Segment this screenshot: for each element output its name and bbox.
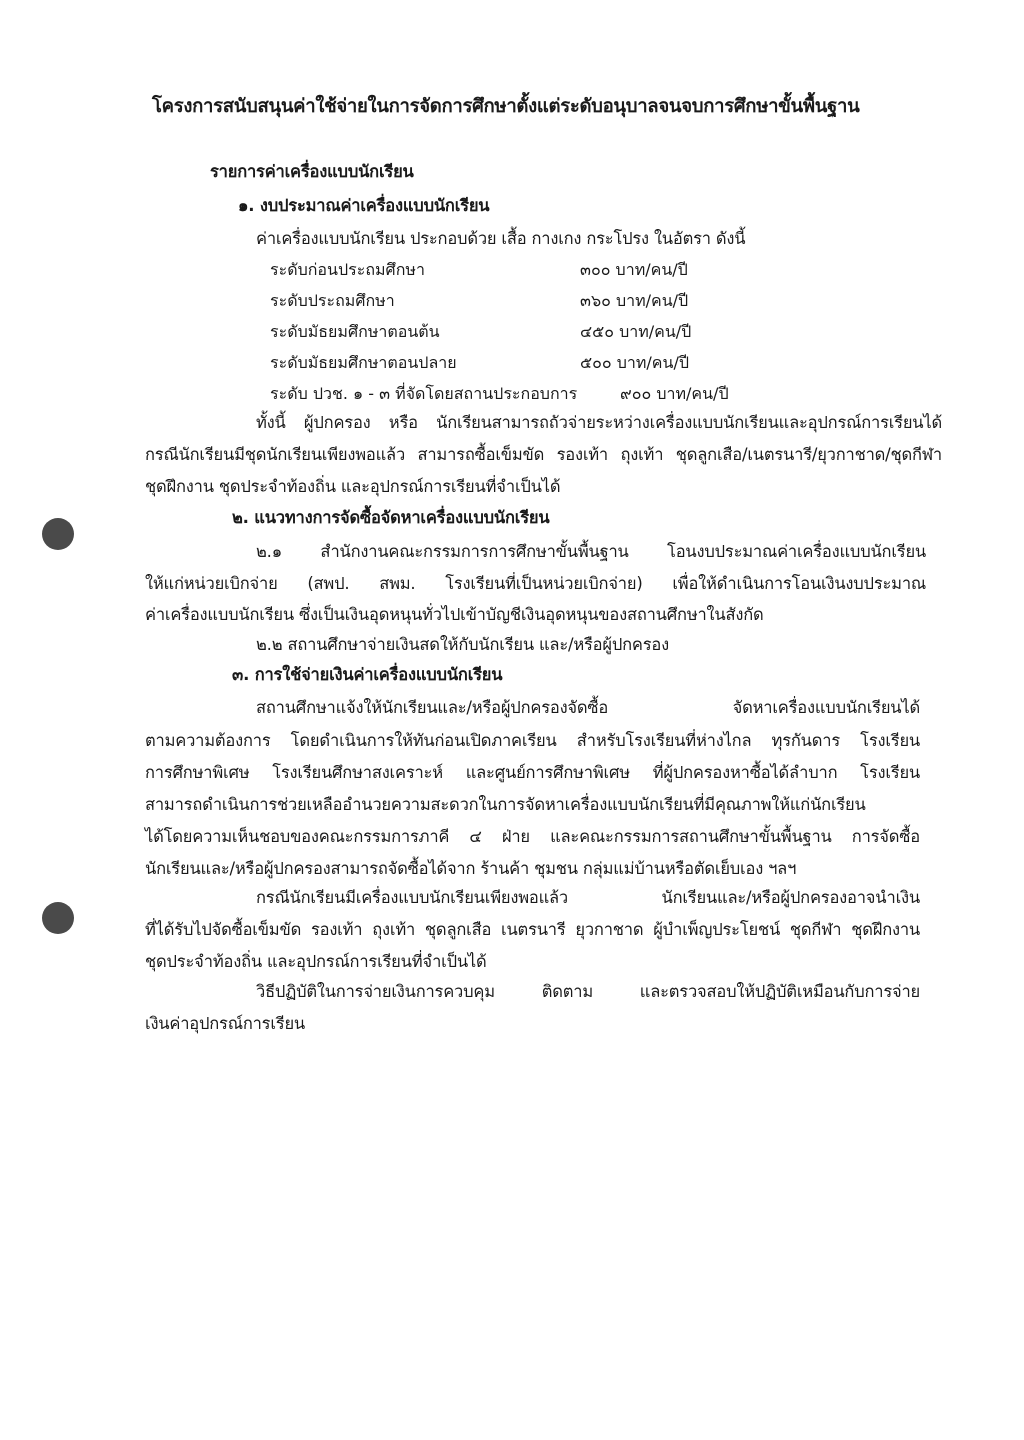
paragraph-line: กรณีนักเรียนมีเครื่องแบบนักเรียนเพียงพอแล้ว นักเรียนและ/หรือผู้ปกครองอาจนำเงิน [256, 888, 920, 907]
paragraph-line: ทั้งนี้ ผู้ปกครอง หรือ นักเรียนสามารถถัวจ่ายระหว่างเครื่องแบบนักเรียนและอุปกรณ์การเรียนได้ [256, 413, 942, 432]
paragraph-line: ชุดประจำท้องถิ่น และอุปกรณ์การเรียนที่จำเป็นได้ [145, 952, 487, 971]
paragraph-line: นักเรียนและ/หรือผู้ปกครองสามารถจัดซื้อได้จาก ร้านค้า ชุมชน กลุ่มแม่บ้านหรือตัดเย็บเอง ฯลฯ [145, 859, 797, 878]
paragraph-line: การศึกษาพิเศษ โรงเรียนศึกษาสงเคราะห์ และศูนย์การศึกษาพิเศษ ที่ผู้ปกครองหาซื้อได้ลำบาก โรงเรียน [145, 763, 920, 782]
punch-hole [42, 518, 74, 550]
section-heading: รายการค่าเครื่องแบบนักเรียน [210, 162, 414, 181]
rate-level: ระดับประถมศึกษา [270, 291, 395, 310]
rate-amount: ๔๕๐ บาท/คน/ปี [580, 322, 692, 341]
paragraph-line: ที่ได้รับไปจัดซื้อเข็มขัด รองเท้า ถุงเท้า ชุดลูกเสือ เนตรนารี ยุวกาชาด ผู้บำเพ็ญประโยชน์ ชุดกีฬา ชุดฝึกงาน [145, 920, 920, 939]
paragraph-line: ค่าเครื่องแบบนักเรียน ซึ่งเป็นเงินอุดหนุนทั่วไปเข้าบัญชีเงินอุดหนุนของสถานศึกษาในสังกัด [145, 605, 764, 624]
rate-level: ระดับก่อนประถมศึกษา [270, 260, 425, 279]
rate-amount: ๕๐๐ บาท/คน/ปี [580, 353, 689, 372]
paragraph-line: กรณีนักเรียนมีชุดนักเรียนเพียงพอแล้ว สามารถซื้อเข็มขัด รองเท้า ถุงเท้า ชุดลูกเสือ/เนตรนารี/ยุวกาชาด/ชุดกีฬา [145, 445, 942, 464]
rate-amount: ๙๐๐ บาท/คน/ปี [620, 384, 729, 403]
rate-amount: ๓๐๐ บาท/คน/ปี [580, 260, 688, 279]
document-title: โครงการสนับสนุนค่าใช้จ่ายในการจัดการศึกษาตั้งแต่ระดับอนุบาลจนจบการศึกษาขั้นพื้นฐาน [152, 96, 860, 117]
section1-intro: ค่าเครื่องแบบนักเรียน ประกอบด้วย เสื้อ กางเกง กระโปรง ในอัตรา ดังนี้ [256, 229, 746, 248]
punch-hole [42, 902, 74, 934]
rate-level: ระดับมัธยมศึกษาตอนปลาย [270, 353, 457, 372]
paragraph-line: ให้แก่หน่วยเบิกจ่าย (สพป. สพม. โรงเรียนที่เป็นหน่วยเบิกจ่าย) เพื่อให้ดำเนินการโอนเงินงบประมาณ [145, 574, 926, 593]
rate-level: ระดับ ปวช. ๑ - ๓ ที่จัดโดยสถานประกอบการ [270, 384, 578, 403]
rate-amount: ๓๖๐ บาท/คน/ปี [580, 291, 689, 310]
paragraph-line: ตามความต้องการ โดยดำเนินการให้ทันก่อนเปิดภาคเรียน สำหรับโรงเรียนที่ห่างไกล ทุรกันดาร โรงเรียน [145, 731, 920, 750]
paragraph-line: ๒.๑ สำนักงานคณะกรรมการการศึกษาขั้นพื้นฐาน โอนงบประมาณค่าเครื่องแบบนักเรียน [256, 542, 926, 561]
paragraph-line: สามารถดำเนินการช่วยเหลืออำนวยความสะดวกในการจัดหาเครื่องแบบนักเรียนที่มีคุณภาพให้แก่นักเรียน [145, 795, 866, 814]
rate-level: ระดับมัธยมศึกษาตอนต้น [270, 322, 440, 341]
section3-title: ๓. การใช้จ่ายเงินค่าเครื่องแบบนักเรียน [232, 665, 503, 684]
paragraph-line: ได้โดยความเห็นชอบของคณะกรรมการภาคี ๔ ฝ่าย และคณะกรรมการสถานศึกษาขั้นพื้นฐาน การจัดซื้อ [145, 827, 920, 846]
paragraph-line: ๒.๒ สถานศึกษาจ่ายเงินสดให้กับนักเรียน และ/หรือผู้ปกครอง [256, 635, 669, 654]
section2-title: ๒. แนวทางการจัดซื้อจัดหาเครื่องแบบนักเรียน [232, 508, 550, 527]
paragraph-line: ชุดฝึกงาน ชุดประจำท้องถิ่น และอุปกรณ์การเรียนที่จำเป็นได้ [145, 477, 561, 496]
paragraph-line: สถานศึกษาแจ้งให้นักเรียนและ/หรือผู้ปกครองจัดซื้อ จัดหาเครื่องแบบนักเรียนได้ [256, 698, 920, 717]
paragraph-line: เงินค่าอุปกรณ์การเรียน [145, 1014, 305, 1033]
paragraph-line: วิธีปฏิบัติในการจ่ายเงินการควบคุม ติดตาม และตรวจสอบให้ปฏิบัติเหมือนกับการจ่าย [256, 982, 920, 1001]
section1-title: ๑. งบประมาณค่าเครื่องแบบนักเรียน [238, 196, 490, 215]
